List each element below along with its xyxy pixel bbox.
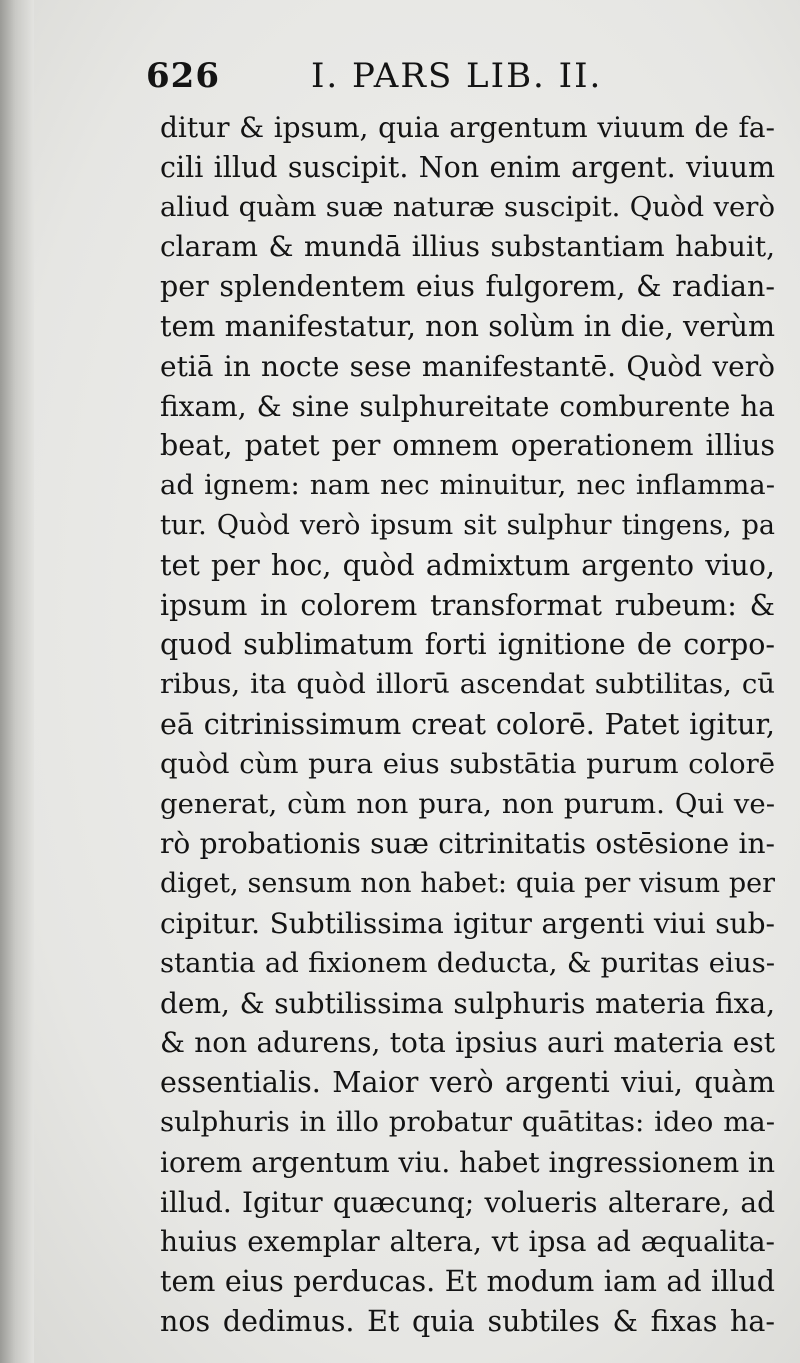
text-line: eā citrinissimum creat colorē. Patet igitur, <box>160 707 775 741</box>
body-text <box>160 108 775 1342</box>
text-line: quod sublimatum forti ignitione de corpo- <box>160 628 775 662</box>
text-line: beat, patet per omnem operationem illius <box>160 429 775 463</box>
text-line: ribus, ita quòd illorū ascendat subtilitas, cū <box>160 668 775 701</box>
text-line: ipsum in colorem transformat rubeum: & <box>160 588 775 622</box>
running-title: I. PARS LIB. II. <box>311 56 603 96</box>
text-line: generat, cùm non pura, non purum. Qui ve- <box>160 787 775 820</box>
text-line: claram & mundā illius substantiam habuit, <box>160 230 775 264</box>
text-line: cili illud suscipit. Non enim argent. viuum <box>160 150 775 184</box>
text-line: diget, sensum non habet: quia per visum per <box>160 868 775 900</box>
text-line: fixam, & sine sulphureitate comburente ha <box>160 389 775 423</box>
text-line: ditur & ipsum, quia argentum viuum de fa- <box>160 111 775 144</box>
text-line: sulphuris in illo probatur quātitas: ideo ma- <box>160 1105 775 1138</box>
text-line: rò probationis suæ citrinitatis ostēsione in- <box>160 827 775 861</box>
text-line: tet per hoc, quòd admixtum argento viuo, <box>160 548 775 582</box>
page-number: 626 <box>146 56 220 96</box>
text-line: tem manifestatur, non solùm in die, verùm <box>160 309 775 343</box>
page-header <box>146 50 786 100</box>
text-line: iorem argentum viu. habet ingressionem in <box>160 1145 775 1179</box>
text-line: quòd cùm pura eius substātia purum colorē <box>160 747 775 780</box>
text-line: tem eius perducas. Et modum iam ad illud <box>160 1265 775 1299</box>
text-line: essentialis. Maior verò argenti viui, quàm <box>160 1066 775 1100</box>
text-line: tur. Quòd verò ipsum sit sulphur tingens, pa <box>160 509 775 541</box>
text-line: aliud quàm suæ naturæ suscipit. Quòd verò <box>160 190 775 223</box>
text-line: illud. Igitur quæcunq; volueris alterare, ad <box>160 1185 775 1219</box>
text-line: & non adurens, tota ipsius auri materia est <box>160 1026 775 1060</box>
text-line: huius exemplar altera, vt ipsa ad æqualita- <box>160 1225 775 1259</box>
text-line: nos dedimus. Et quia subtiles & fixas ha- <box>160 1304 775 1338</box>
text-line: per splendentem eius fulgorem, & radian- <box>160 270 775 304</box>
text-line: stantia ad fixionem deducta, & puritas eius- <box>160 946 775 979</box>
text-line: dem, & subtilissima sulphuris materia fixa, <box>160 986 775 1020</box>
text-line: etiā in nocte sese manifestantē. Quòd verò <box>160 349 775 383</box>
page-gutter-shadow <box>0 0 34 1363</box>
text-line: cipitur. Subtilissima igitur argenti viui sub- <box>160 906 775 940</box>
text-line: ad ignem: nam nec minuitur, nec inflamma- <box>160 469 775 502</box>
